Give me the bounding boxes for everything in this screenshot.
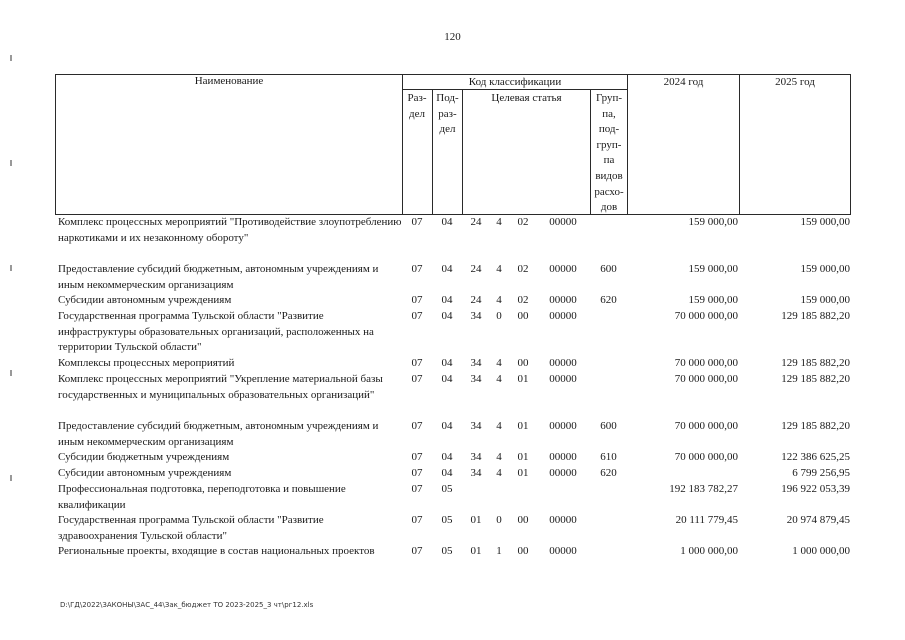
row-name: Субсидии автономным учреждениям <box>58 467 232 479</box>
row-razdel: 07 <box>411 216 423 228</box>
row-target-2: 4 <box>496 467 502 479</box>
row-podrazdel: 04 <box>441 451 453 463</box>
row-expense-group: 610 <box>600 451 617 463</box>
row-target-4: 00000 <box>549 467 577 479</box>
row-target-2: 0 <box>496 514 502 526</box>
row-expense-group: 620 <box>600 467 617 479</box>
row-target-2: 4 <box>496 420 502 432</box>
row-expense-group: 600 <box>600 420 617 432</box>
row-value-2025: 20 974 879,45 <box>786 514 850 526</box>
row-name: Комплексы процессных мероприятий <box>58 357 235 369</box>
row-target-1: 34 <box>470 373 482 385</box>
row-value-2025: 6 799 256,95 <box>792 467 850 479</box>
row-target-2: 4 <box>496 451 502 463</box>
row-value-2024: 70 000 000,00 <box>674 310 738 322</box>
row-podrazdel: 04 <box>441 467 453 479</box>
row-target-1: 01 <box>470 514 482 526</box>
row-target-2: 4 <box>496 216 502 228</box>
header-name: Наименование <box>194 75 264 87</box>
row-expense-group: 620 <box>600 294 617 306</box>
row-name: Региональные проекты, входящие в состав национальных проектов <box>58 545 375 557</box>
header-expense-group: Груп- па, под- груп- па видов расхо- дов <box>594 92 624 214</box>
row-value-2024: 20 111 779,45 <box>675 514 738 526</box>
row-target-3: 01 <box>517 467 529 479</box>
row-razdel: 07 <box>411 294 423 306</box>
row-podrazdel: 05 <box>441 514 453 526</box>
row-value-2024: 1 000 000,00 <box>680 545 738 557</box>
row-target-4: 00000 <box>549 357 577 369</box>
row-razdel: 07 <box>411 467 423 479</box>
header-year-2024: 2024 год <box>663 76 704 88</box>
row-target-2: 4 <box>496 263 502 275</box>
row-target-3: 01 <box>517 451 529 463</box>
page-number: 120 <box>444 31 461 43</box>
row-value-2025: 122 386 625,25 <box>781 451 850 463</box>
row-target-3: 00 <box>517 357 529 369</box>
row-target-4: 00000 <box>549 263 577 275</box>
row-target-4: 00000 <box>549 420 577 432</box>
row-podrazdel: 04 <box>441 373 453 385</box>
row-razdel: 07 <box>411 310 423 322</box>
row-target-3: 02 <box>517 216 529 228</box>
row-target-1: 34 <box>470 420 482 432</box>
row-name: Государственная программа Тульской области "Развитие инфраструктуры образовательных организаций, расположенных на территории Тульской области" <box>58 310 374 354</box>
row-target-2: 1 <box>496 545 502 557</box>
row-target-4: 00000 <box>549 451 577 463</box>
row-podrazdel: 04 <box>441 263 453 275</box>
row-razdel: 07 <box>411 373 423 385</box>
row-target-1: 34 <box>470 451 482 463</box>
row-target-4: 00000 <box>549 216 577 228</box>
row-value-2024: 70 000 000,00 <box>674 451 738 463</box>
row-name: Предоставление субсидий бюджетным, автономным учреждениям и иным некоммерческим организациям <box>58 420 379 448</box>
row-target-1: 24 <box>470 294 482 306</box>
row-target-4: 00000 <box>549 545 577 557</box>
header-classification: Код классификации <box>468 76 562 88</box>
row-target-4: 00000 <box>549 310 577 322</box>
row-razdel: 07 <box>411 357 423 369</box>
row-value-2025: 129 185 882,20 <box>781 373 850 385</box>
row-podrazdel: 04 <box>441 357 453 369</box>
row-target-4: 00000 <box>549 514 577 526</box>
row-razdel: 07 <box>411 420 423 432</box>
row-name: Комплекс процессных мероприятий "Противодействие злоупотреблению наркотиками и их незаконному обороту" <box>58 216 402 244</box>
row-value-2025: 1 000 000,00 <box>792 545 850 557</box>
row-name: Субсидии бюджетным учреждениям <box>58 451 230 463</box>
row-podrazdel: 04 <box>441 420 453 432</box>
row-target-3: 00 <box>517 310 529 322</box>
row-target-1: 34 <box>470 310 482 322</box>
row-name: Профессиональная подготовка, переподготовка и повышение квалификации <box>58 483 346 511</box>
row-target-3: 00 <box>517 545 529 557</box>
row-target-1: 24 <box>470 263 482 275</box>
row-target-3: 02 <box>517 294 529 306</box>
row-razdel: 07 <box>411 514 423 526</box>
row-target-3: 02 <box>517 263 529 275</box>
row-target-4: 00000 <box>549 294 577 306</box>
header-podrazdel: Под- раз- дел <box>436 92 459 136</box>
row-target-3: 00 <box>517 514 529 526</box>
row-podrazdel: 05 <box>441 545 453 557</box>
row-podrazdel: 04 <box>441 216 453 228</box>
row-target-2: 0 <box>496 310 502 322</box>
row-expense-group: 600 <box>600 263 617 275</box>
row-razdel: 07 <box>411 545 423 557</box>
row-podrazdel: 04 <box>441 310 453 322</box>
row-razdel: 07 <box>411 263 423 275</box>
row-value-2025: 129 185 882,20 <box>781 310 850 322</box>
row-target-1: 34 <box>470 357 482 369</box>
header-target-article: Целевая статья <box>491 92 562 104</box>
row-name: Субсидии автономным учреждениям <box>58 294 232 306</box>
row-value-2025: 159 000,00 <box>800 216 850 228</box>
header-razdel: Раз- дел <box>407 92 427 120</box>
row-target-4: 00000 <box>549 373 577 385</box>
header-year-2025: 2025 год <box>775 76 815 88</box>
row-razdel: 07 <box>411 483 423 495</box>
file-path-footer: D:\ГД\2022\ЗАКОНЫ\ЗАС_44\Зак_бюджет ТО 2023-2025_3 чт\рг12.xls <box>60 601 314 609</box>
row-podrazdel: 05 <box>441 483 453 495</box>
row-value-2025: 159 000,00 <box>800 294 850 306</box>
row-name: Комплекс процессных мероприятий "Укрепление материальной базы государственных и муниципальных образовательных организаций" <box>58 373 383 401</box>
row-value-2024: 70 000 000,00 <box>674 357 738 369</box>
row-target-2: 4 <box>496 357 502 369</box>
row-value-2025: 196 922 053,39 <box>781 483 850 495</box>
row-value-2024: 192 183 782,27 <box>669 483 738 495</box>
row-target-3: 01 <box>517 373 529 385</box>
row-name: Государственная программа Тульской области "Развитие здравоохранения Тульской области" <box>58 514 324 542</box>
row-value-2025: 129 185 882,20 <box>781 357 850 369</box>
row-target-1: 34 <box>470 467 482 479</box>
row-target-2: 4 <box>496 373 502 385</box>
row-razdel: 07 <box>411 451 423 463</box>
row-value-2024: 70 000 000,00 <box>674 373 738 385</box>
row-target-2: 4 <box>496 294 502 306</box>
row-value-2024: 159 000,00 <box>688 294 738 306</box>
row-value-2025: 159 000,00 <box>800 263 850 275</box>
row-target-3: 01 <box>517 420 529 432</box>
row-value-2024: 159 000,00 <box>688 216 738 228</box>
row-value-2024: 70 000 000,00 <box>674 420 738 432</box>
row-podrazdel: 04 <box>441 294 453 306</box>
row-name: Предоставление субсидий бюджетным, автономным учреждениям и иным некоммерческим организациям <box>58 263 379 291</box>
row-target-1: 24 <box>470 216 482 228</box>
row-value-2024: 159 000,00 <box>688 263 738 275</box>
row-value-2025: 129 185 882,20 <box>781 420 850 432</box>
row-target-1: 01 <box>470 545 482 557</box>
